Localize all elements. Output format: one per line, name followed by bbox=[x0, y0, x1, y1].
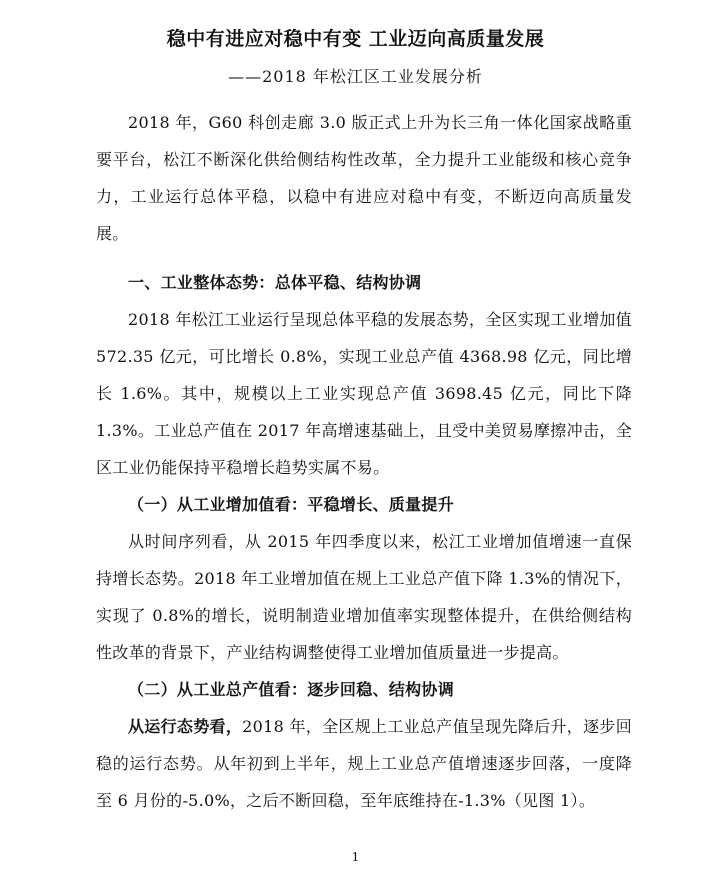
section-1-heading: 一、工业整体态势：总体平稳、结构协调 bbox=[128, 273, 422, 292]
intro-paragraph: 2018 年，G60 科创走廊 3.0 版正式上升为长三角一体化国家战略重要平台，松江不断深化供给侧结构性改革，全力提升工业能级和核心竞争力，工业运行总体平稳，以稳中有进应对稳中有变，不断迈向高质量发展。 bbox=[96, 113, 632, 243]
section-1-paragraph: 2018 年松江工业运行呈现总体平稳的发展态势，全区实现工业增加值 572.35 亿元，可比增长 0.8%，实现工业总产值 4368.98 亿元，同比增长 1.6%。其中，规模以上工业实现总产值 3698.45 亿元，同比下降 1.3%。工业总产值在 2017 年高增速基础上，且受中美贸易摩擦冲击，全区工业仍能保持平稳增长趋势实属不易。 bbox=[96, 310, 632, 477]
subsection-2-heading: （二）从工业总产值看：逐步回稳、结构协调 bbox=[128, 680, 455, 699]
subsection-2-text: 2018 年，全区规上工业总产值呈现先降后升，逐步回稳的运行态势。从年初到上半年，规上工业总产值增速逐步回落，一度降至 6 月份的-5.0%，之后不断回稳，至年底维持在-1.3%（见图 1）。 bbox=[96, 717, 632, 810]
document-body bbox=[96, 104, 632, 819]
subsection-1-heading: （一）从工业增加值看：平稳增长、质量提升 bbox=[128, 495, 455, 514]
paragraph-spacer bbox=[96, 252, 632, 264]
subsection-1-paragraph: 从时间序列看，从 2015 年四季度以来，松江工业增加值增速一直保持增长态势。2018 年工业增加值在规上工业总产值下降 1.3%的情况下，实现了 0.8%的增长，说明制造业增加值率实现整体提升，在供给侧结构性改革的背景下，产业结构调整使得工业增加值质量进一步提高。 bbox=[96, 532, 632, 662]
subsection-2-lead: 从运行态势看， bbox=[128, 717, 243, 736]
document-subtitle: ——2018 年松江区工业发展分析 bbox=[228, 67, 483, 86]
subsection-2-paragraph bbox=[96, 708, 632, 819]
document-title: 稳中有进应对稳中有变 工业迈向高质量发展 bbox=[166, 28, 545, 50]
page-number: 1 bbox=[351, 850, 360, 864]
